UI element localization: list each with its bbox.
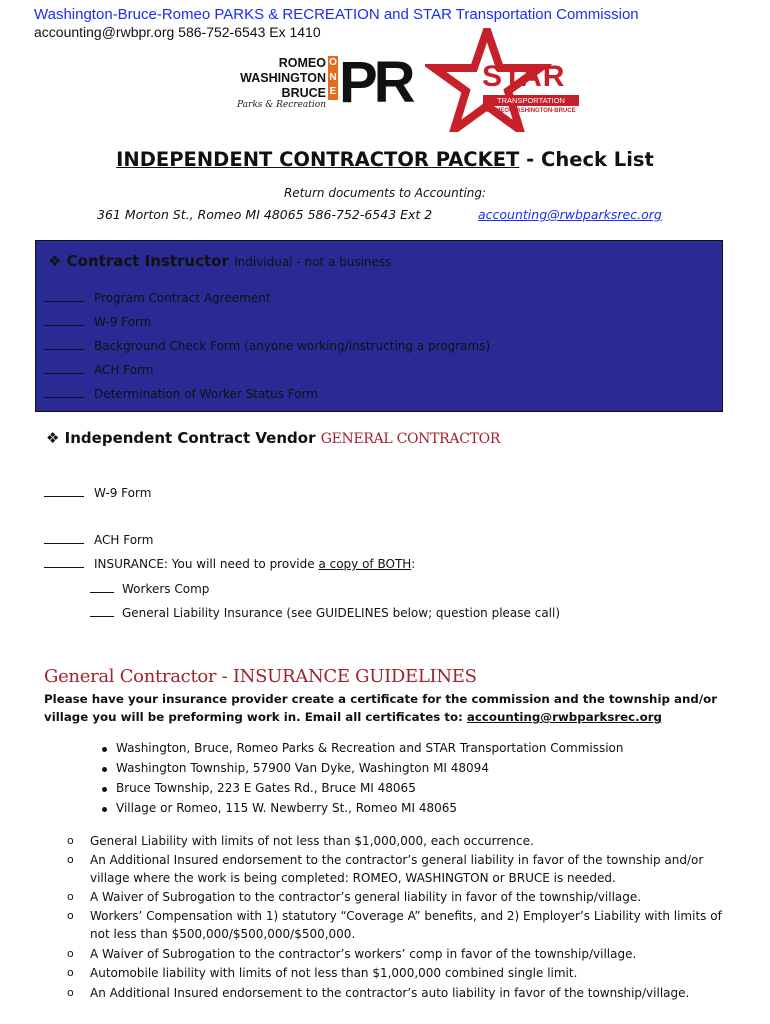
header-line-2: accounting@rwbpr.org 586-752-6543 Ex 1410 bbox=[34, 24, 321, 40]
guidelines-email-link[interactable]: accounting@rwbparksrec.org bbox=[466, 710, 663, 724]
checklist-item: Determination of Worker Status Form bbox=[44, 386, 318, 401]
accounting-email-link[interactable]: accounting@rwbparksrec.org bbox=[478, 207, 662, 222]
guidelines-title: General Contractor - INSURANCE GUIDELINES bbox=[44, 666, 477, 687]
requirement-item: o General Liability with limits of not less than $1,000,000, each occurrence. bbox=[67, 834, 534, 848]
list-item: Washington, Bruce, Romeo Parks & Recreation and STAR Transportation Commission bbox=[116, 741, 624, 755]
star-band: TRANSPORTATION bbox=[483, 95, 579, 106]
contract-instructor-section bbox=[35, 240, 723, 412]
logo-subtitle: Parks & Recreation bbox=[237, 100, 326, 110]
list-item: Village or Romeo, 115 W. Newberry St., Romeo MI 48065 bbox=[116, 801, 457, 815]
requirement-item: o Workers’ Compensation with 1) statutory “Coverage A” benefits, and 2) Employer’s Liability with limits of not less than $500,000/$500,000/$500,000. bbox=[67, 909, 722, 941]
checkbox-line[interactable] bbox=[44, 556, 84, 568]
section-heading: ❖ Contract Instructor Individual - not a business bbox=[48, 252, 392, 270]
requirement-item: o Automobile liability with limits of not less than $1,000,000 combined single limit. bbox=[67, 966, 578, 980]
page-title: INDEPENDENT CONTRACTOR PACKET - Check List bbox=[116, 148, 654, 171]
mailing-address: 361 Morton St., Romeo MI 48065 586-752-6543 Ext 2 bbox=[97, 207, 433, 222]
logo-one-strip: O N E bbox=[328, 56, 338, 100]
insurance-item: INSURANCE: You will need to provide a copy of BOTH: bbox=[44, 556, 415, 571]
list-item: Washington Township, 57900 Van Dyke, Washington MI 48094 bbox=[116, 761, 489, 775]
checkbox-line[interactable] bbox=[44, 290, 84, 302]
checklist-item: W-9 Form bbox=[44, 485, 151, 500]
checkbox-line[interactable] bbox=[90, 581, 114, 593]
checklist-item: ACH Form bbox=[44, 532, 153, 547]
list-item: Bruce Township, 223 E Gates Rd., Bruce MI 48065 bbox=[116, 781, 416, 795]
insurance-sub-item: Workers Comp bbox=[90, 581, 209, 596]
header-line-1: Washington-Bruce-Romeo PARKS & RECREATION and STAR Transportation Commission bbox=[34, 6, 639, 23]
checkbox-line[interactable] bbox=[90, 605, 114, 617]
parks-rec-logo bbox=[236, 50, 416, 115]
checklist-item: W-9 Form bbox=[44, 314, 151, 329]
checkbox-line[interactable] bbox=[44, 314, 84, 326]
checklist-item: ACH Form bbox=[44, 362, 153, 377]
checkbox-line[interactable] bbox=[44, 362, 84, 374]
insurance-sub-item: General Liability Insurance (see GUIDELINES below; question please call) bbox=[90, 605, 560, 620]
vendor-section-heading: ❖ Independent Contract Vendor GENERAL CONTRACTOR bbox=[46, 429, 501, 447]
logo-word-washington: WASHINGTON bbox=[240, 71, 326, 85]
checklist-item: Background Check Form (anyone working/instructing a programs) bbox=[44, 338, 490, 353]
checkbox-line[interactable] bbox=[44, 485, 84, 497]
logo-words bbox=[236, 56, 326, 101]
return-to-label: Return documents to Accounting: bbox=[283, 186, 487, 200]
logo-word-bruce: BRUCE bbox=[281, 86, 326, 100]
star-transportation-logo bbox=[425, 28, 585, 132]
requirement-item: o A Waiver of Subrogation to the contractor’s workers’ comp in favor of the township/village. bbox=[67, 947, 637, 961]
logo-word-romeo: ROMEO bbox=[278, 56, 326, 70]
star-word: STAR bbox=[482, 60, 566, 93]
guidelines-paragraph: Please have your insurance provider create a certificate for the commission and the township and/or village you will be preforming work in. Email all certificates to: accounting@rwbparksrec.org bbox=[44, 692, 718, 724]
checkbox-line[interactable] bbox=[44, 386, 84, 398]
requirement-item: o An Additional Insured endorsement to the contractor’s general liability in favor of the township and/or village where the work is being completed: ROMEO, WASHINGTON or BRUCE is needed. bbox=[67, 853, 704, 885]
star-subtitle: ROMEO-WASHINGTON-BRUCE bbox=[486, 108, 576, 114]
logo-pr-letters: PR bbox=[339, 50, 412, 115]
checklist-item: Program Contract Agreement bbox=[44, 290, 271, 305]
requirement-item: o An Additional Insured endorsement to the contractor’s auto liability in favor of the township/village. bbox=[67, 986, 690, 1000]
checkbox-line[interactable] bbox=[44, 338, 84, 350]
requirement-item: o A Waiver of Subrogation to the contractor’s general liability in favor of the township/village. bbox=[67, 890, 642, 904]
checkbox-line[interactable] bbox=[44, 532, 84, 544]
